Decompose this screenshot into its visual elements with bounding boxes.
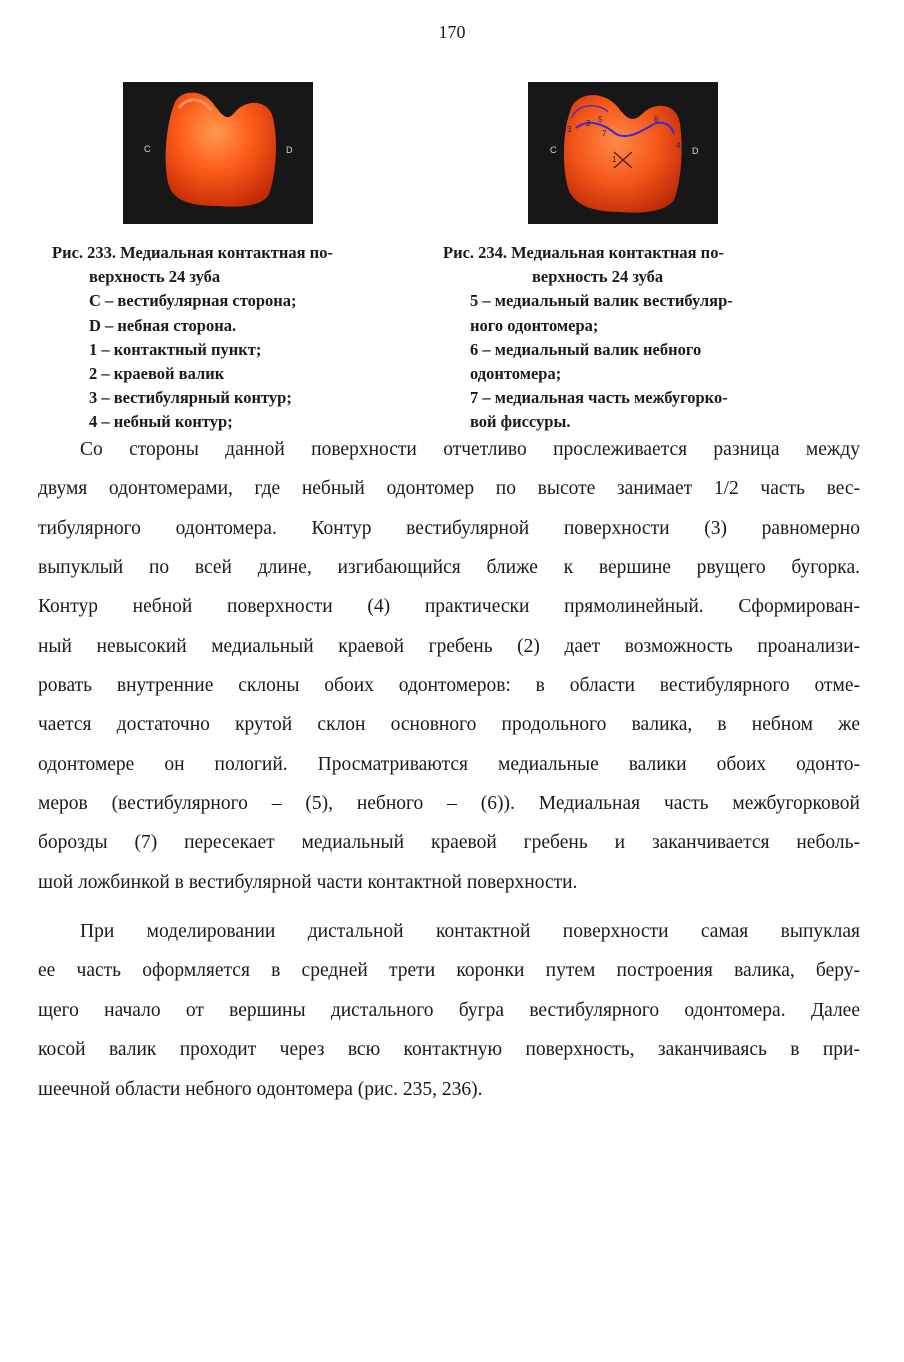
text-line: При моделировании дистальной контактной поверхности самая выпуклая bbox=[80, 921, 860, 943]
paragraph-1 bbox=[38, 430, 860, 902]
text-line: ровать внутренние склоны обоих одонтомеров: в области вестибулярного отме- bbox=[38, 675, 860, 697]
caption-item: 4 – небный контур; bbox=[89, 412, 233, 432]
marker-7: 7 bbox=[602, 129, 607, 138]
caption-item: 5 – медиальный валик вестибуляр- bbox=[470, 291, 733, 311]
text-line: шеечной области небного одонтомера (рис. 235, 236). bbox=[38, 1078, 483, 1100]
figure-label-c: C bbox=[550, 145, 557, 155]
figure-234-image bbox=[528, 82, 718, 224]
figure-234-caption bbox=[443, 241, 843, 435]
body-text bbox=[38, 430, 860, 1109]
figure-233-image bbox=[123, 82, 313, 224]
caption-item: D – небная сторона. bbox=[89, 315, 237, 335]
text-line: шой ложбинкой в вестибулярной части контактной поверхности. bbox=[38, 871, 578, 893]
figure-233-caption bbox=[52, 241, 452, 435]
caption-title: Рис. 234. Медиальная контактная по- bbox=[443, 243, 724, 262]
caption-item: 6 – медиальный валик небного bbox=[470, 339, 702, 359]
page-number: 170 bbox=[438, 22, 466, 42]
text-line: щего начало от вершины дистального бугра вестибулярного одонтомера. Далее bbox=[38, 999, 860, 1021]
caption-title-cont: верхность 24 зуба bbox=[89, 267, 221, 287]
caption-item: 1 – контактный пункт; bbox=[89, 339, 262, 359]
caption-item: вой фиссуры. bbox=[470, 412, 571, 432]
caption-item: 2 – краевой валик bbox=[89, 364, 225, 384]
text-line: косой валик проходит через всю контактную поверхность, заканчиваясь в при- bbox=[38, 1039, 860, 1061]
figure-label-c: C bbox=[144, 144, 151, 154]
figure-label-d: D bbox=[286, 145, 293, 155]
marker-2: 2 bbox=[586, 119, 591, 128]
marker-4: 4 bbox=[676, 141, 681, 150]
caption-item: C – вестибулярная сторона; bbox=[89, 291, 297, 311]
paragraph-2 bbox=[38, 912, 860, 1109]
text-line: двумя одонтомерами, где небный одонтомер по высоте занимает 1/2 часть вес- bbox=[38, 478, 860, 500]
caption-item: одонтомера; bbox=[470, 364, 562, 384]
marker-1: 1 bbox=[612, 155, 617, 164]
tooth-crown-shape bbox=[564, 95, 682, 213]
caption-item: ного одонтомера; bbox=[470, 315, 599, 335]
caption-item: 3 – вестибулярный контур; bbox=[89, 388, 292, 408]
text-line: борозды (7) пересекает медиальный краевой гребень и заканчивается неболь- bbox=[38, 832, 860, 854]
text-line: ный невысокий медиальный краевой гребень (2) дает возможность проанализи- bbox=[38, 635, 860, 657]
caption-title: Рис. 233. Медиальная контактная по- bbox=[52, 243, 333, 262]
text-line: выпуклый по всей длине, изгибающийся ближе к вершине рвущего бугорка. bbox=[38, 557, 860, 579]
marker-3: 3 bbox=[567, 125, 572, 134]
figure-label-d: D bbox=[692, 146, 699, 156]
text-line: Со стороны данной поверхности отчетливо прослеживается разница между bbox=[80, 439, 860, 460]
text-line: меров (вестибулярного – (5), небного – (6)). Медиальная часть межбугорковой bbox=[38, 793, 860, 815]
caption-item: 7 – медиальная часть межбугорко- bbox=[470, 388, 728, 408]
marker-6: 6 bbox=[654, 115, 659, 124]
tooth-crown-shape bbox=[166, 93, 276, 207]
text-line: чается достаточно крутой склон основного продольного валика, в небном же bbox=[38, 714, 860, 736]
text-line: ее часть оформляется в средней трети коронки путем построения валика, беру- bbox=[38, 960, 860, 982]
caption-title-cont: верхность 24 зуба bbox=[532, 267, 664, 287]
text-line: тибулярного одонтомера. Контур вестибулярной поверхности (3) равномерно bbox=[38, 517, 860, 539]
text-line: Контур небной поверхности (4) практически прямолинейный. Сформирован- bbox=[38, 596, 860, 618]
marker-5: 5 bbox=[598, 115, 603, 124]
text-line: одонтомере он пологий. Просматриваются медиальные валики обоих одонто- bbox=[38, 753, 860, 775]
